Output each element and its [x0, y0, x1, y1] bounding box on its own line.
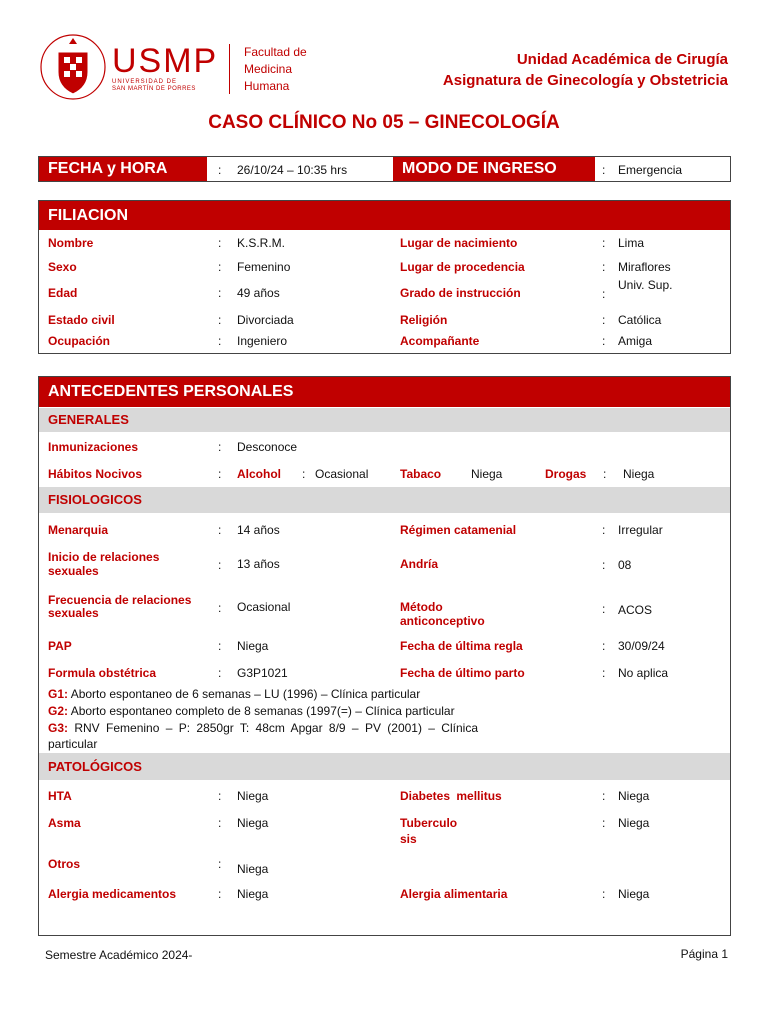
alergia-alimentaria-value: Niega	[618, 887, 650, 901]
g2-text: Aborto espontaneo completo de 8 semanas (1997(=) – Clínica particular	[68, 704, 455, 718]
footer-semester: Semestre Académico 2024-	[45, 948, 193, 962]
asma-label: Asma	[48, 816, 81, 830]
colon: :	[602, 639, 606, 653]
colon: :	[218, 523, 222, 537]
fup-label: Fecha de último parto	[400, 666, 525, 680]
colon: :	[602, 334, 606, 348]
alcohol-label: Alcohol	[237, 467, 281, 481]
g3-line-cont: particular	[48, 737, 98, 751]
edad-value: 49 años	[237, 286, 280, 300]
lugar-procedencia-label: Lugar de procedencia	[400, 260, 525, 274]
g1-text: Aborto espontaneo de 6 semanas – LU (1996) – Clínica particular	[68, 687, 421, 701]
tabaco-value: Niega	[471, 467, 503, 481]
unit-title: Unidad Académica de Cirugía	[516, 51, 728, 68]
logo-sub1: UNIVERSIDAD DE	[112, 79, 178, 85]
religion-label: Religión	[400, 313, 448, 327]
colon: :	[218, 440, 222, 454]
colon: :	[602, 287, 606, 301]
inicio-relaciones-label1: Inicio de relaciones	[48, 550, 160, 564]
colon: :	[602, 163, 606, 177]
fisiologicos-heading: FISIOLOGICOS	[39, 487, 730, 513]
university-seal-icon	[38, 32, 108, 102]
pap-label: PAP	[48, 639, 72, 653]
modo-value: Emergencia	[618, 163, 683, 177]
fup-value: No aplica	[618, 666, 669, 680]
metodo-label2: anticonceptivo	[400, 614, 485, 628]
faculty-line2: Medicina	[244, 62, 293, 76]
regimen-value: Irregular	[618, 523, 663, 537]
colon: :	[218, 666, 222, 680]
menarquia-value: 14 años	[237, 523, 280, 537]
colon: :	[602, 260, 606, 274]
colon: :	[218, 467, 222, 481]
inicio-relaciones-value: 13 años	[237, 557, 280, 571]
frecuencia-relaciones-label1: Frecuencia de relaciones	[48, 593, 192, 607]
colon: :	[602, 887, 606, 901]
inicio-relaciones-label2: sexuales	[48, 564, 99, 578]
nombre-label: Nombre	[48, 236, 94, 250]
generales-heading: GENERALES	[39, 408, 730, 432]
alergia-medicamentos-label: Alergia medicamentos	[48, 887, 177, 901]
colon: :	[602, 602, 606, 616]
sexo-value: Femenino	[237, 260, 291, 274]
frecuencia-relaciones-value: Ocasional	[237, 600, 291, 614]
diabetes-label: Diabetes mellitus	[400, 789, 502, 803]
logo-word: USMP	[112, 42, 219, 80]
colon: :	[302, 467, 306, 481]
fur-label: Fecha de última regla	[400, 639, 523, 653]
nombre-value: K.S.R.M.	[237, 236, 286, 250]
footer-page-number: Página 1	[680, 947, 728, 961]
tuberculosis-label2: sis	[400, 832, 417, 846]
ocupacion-value: Ingeniero	[237, 334, 288, 348]
lugar-nacimiento-label: Lugar de nacimiento	[400, 236, 518, 250]
sexo-label: Sexo	[48, 260, 77, 274]
university-logo	[38, 32, 108, 102]
andria-label: Andría	[400, 557, 439, 571]
alergia-medicamentos-value: Niega	[237, 887, 269, 901]
acompanante-label: Acompañante	[400, 334, 480, 348]
g3-label: G3:	[48, 721, 69, 735]
antecedentes-heading: ANTECEDENTES PERSONALES	[39, 377, 730, 407]
colon: :	[218, 639, 222, 653]
colon: :	[218, 887, 222, 901]
formula-value: G3P1021	[237, 666, 288, 680]
fur-value: 30/09/24	[618, 639, 665, 653]
menarquia-label: Menarquia	[48, 523, 109, 537]
colon: :	[602, 789, 606, 803]
acompanante-value: Amiga	[618, 334, 653, 348]
frecuencia-relaciones-label2: sexuales	[48, 606, 99, 620]
colon: :	[602, 816, 606, 830]
grado-instruccion-label: Grado de instrucción	[400, 286, 521, 300]
colon: :	[602, 523, 606, 537]
grado-instruccion-value: Univ. Sup.	[618, 278, 673, 292]
colon: :	[603, 467, 607, 481]
tabaco-label: Tabaco	[400, 467, 442, 481]
otros-label: Otros	[48, 857, 81, 871]
alcohol-value: Ocasional	[315, 467, 369, 481]
antecedentes-box	[38, 376, 731, 936]
inmunizaciones-label: Inmunizaciones	[48, 440, 139, 454]
asma-value: Niega	[237, 816, 269, 830]
logo-sub2: SAN MARTÍN DE PORRES	[112, 86, 196, 92]
colon: :	[602, 313, 606, 327]
colon: :	[218, 857, 222, 871]
regimen-label: Régimen catamenial	[400, 523, 517, 537]
edad-label: Edad	[48, 286, 78, 300]
colon: :	[218, 313, 222, 327]
pap-value: Niega	[237, 639, 269, 653]
g2-label: G2:	[48, 704, 69, 718]
hta-label: HTA	[48, 789, 72, 803]
inmunizaciones-value: Desconoce	[237, 440, 298, 454]
otros-value: Niega	[237, 862, 269, 876]
fecha-label: FECHA y HORA	[39, 157, 207, 181]
tuberculosis-value: Niega	[618, 816, 650, 830]
metodo-value: ACOS	[618, 603, 653, 617]
colon: :	[218, 236, 222, 250]
tuberculosis-label1: Tuberculo	[400, 816, 458, 830]
g3-line	[48, 721, 478, 736]
logo-divider	[229, 44, 230, 94]
colon: :	[602, 558, 606, 572]
colon: :	[218, 260, 222, 274]
colon: :	[218, 286, 222, 300]
modo-label: MODO DE INGRESO	[393, 157, 595, 181]
colon: :	[218, 789, 222, 803]
fecha-value: 26/10/24 – 10:35 hrs	[237, 163, 348, 177]
formula-label: Formula obstétrica	[48, 666, 157, 680]
estado-civil-value: Divorciada	[237, 313, 294, 327]
patologicos-heading: PATOLÓGICOS	[39, 753, 730, 780]
colon: :	[218, 334, 222, 348]
faculty-line1: Facultad de	[244, 45, 307, 59]
alergia-alimentaria-label: Alergia alimentaria	[400, 887, 508, 901]
religion-value: Católica	[618, 313, 662, 327]
colon: :	[218, 163, 222, 177]
g1-label: G1:	[48, 687, 69, 701]
estado-civil-label: Estado civil	[48, 313, 115, 327]
g1-line	[48, 687, 420, 702]
colon: :	[218, 601, 222, 615]
g2-line	[48, 704, 455, 719]
colon: :	[602, 236, 606, 250]
colon: :	[218, 816, 222, 830]
andria-value: 08	[618, 558, 632, 572]
faculty-line3: Humana	[244, 79, 290, 93]
lugar-procedencia-value: Miraflores	[618, 260, 671, 274]
ocupacion-label: Ocupación	[48, 334, 111, 348]
hta-value: Niega	[237, 789, 269, 803]
filiacion-heading: FILIACION	[39, 201, 730, 230]
course-title: Asignatura de Ginecología y Obstetricia	[442, 72, 728, 89]
colon: :	[218, 558, 222, 572]
drogas-label: Drogas	[545, 467, 587, 481]
page-title: CASO CLÍNICO No 05 – GINECOLOGÍA	[208, 112, 560, 133]
drogas-value: Niega	[623, 467, 655, 481]
g3-text: RNV Femenino – P: 2850gr T: 48cm Apgar 8/9 – PV (2001) – Clínica	[68, 721, 478, 735]
metodo-label1: Método	[400, 600, 443, 614]
lugar-nacimiento-value: Lima	[618, 236, 645, 250]
diabetes-value: Niega	[618, 789, 650, 803]
habitos-label: Hábitos Nocivos	[48, 467, 143, 481]
colon: :	[602, 666, 606, 680]
